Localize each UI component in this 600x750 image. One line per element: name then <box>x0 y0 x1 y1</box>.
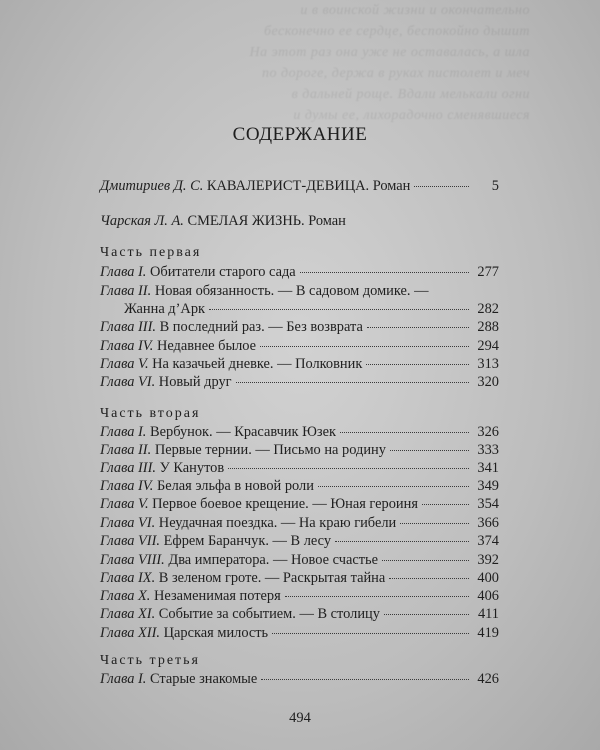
dot-leader <box>340 432 469 433</box>
chapter-title: Недавнее былое <box>156 338 257 354</box>
chapter-entry-continuation[interactable] <box>124 300 499 319</box>
chapter-entry[interactable] <box>100 569 499 588</box>
dot-leader <box>318 486 469 487</box>
dot-leader <box>384 614 469 615</box>
part-heading-3: Часть третья <box>100 653 200 668</box>
chapter-entry[interactable] <box>100 337 499 356</box>
dot-leader <box>400 523 469 524</box>
chapter-entry[interactable] <box>100 477 499 496</box>
chapter-entry[interactable] <box>100 670 499 689</box>
chapter-label: Глава VI. <box>100 515 156 531</box>
chapter-label: Глава V. <box>100 496 149 512</box>
dot-leader <box>414 186 469 187</box>
toc-title: СОДЕРЖАНИЕ <box>232 124 368 145</box>
chapter-label: Глава IV. <box>100 338 154 354</box>
chapter-label: Глава VIII. <box>100 552 165 568</box>
dot-leader <box>389 578 469 579</box>
chapter-title: В зеленом гроте. — Раскрытая тайна <box>158 570 386 586</box>
dot-leader <box>390 450 469 451</box>
page-ref: 288 <box>477 319 499 335</box>
chapter-entry[interactable] <box>100 551 499 570</box>
chapter-title: Неудачная поездка. — На краю гибели <box>158 515 397 531</box>
chapter-title: Первые тернии. — Письмо на родину <box>154 442 386 458</box>
page-ref: 326 <box>477 424 499 440</box>
chapter-label: Глава V. <box>100 356 149 372</box>
page-ref: 313 <box>477 356 499 372</box>
page-ref: 411 <box>477 606 499 622</box>
chapter-label: Глава I. <box>100 264 147 280</box>
page-ref: 366 <box>477 515 499 531</box>
dot-leader <box>422 504 469 505</box>
chapter-entry[interactable] <box>100 459 499 478</box>
work-title: КАВАЛЕРИСТ-ДЕВИЦА <box>206 178 366 194</box>
page-ref: 354 <box>477 496 499 512</box>
chapter-title: Вербунок. — Красавчик Юзек <box>150 424 336 440</box>
work-genre: Роман <box>308 213 346 229</box>
chapter-title: Событие за событием. — В столицу <box>158 606 380 622</box>
page-number: 494 <box>289 710 311 726</box>
page-ref: 406 <box>477 588 499 604</box>
dot-leader <box>261 679 469 680</box>
toc-entry-work-1[interactable]: Дмитириев Д. С. КАВАЛЕРИСТ-ДЕВИЦА . Роман 5 <box>100 178 499 194</box>
dot-leader <box>236 382 469 383</box>
show-through-text: и в воинской жизни и окончательно бесконечно ее сердце, беспокойно дышит На этот раз она уже не оставалась, а шла по дороге, держа в руках пистолет и меч в дальней роще. Вдали мелькали огни и думы ее, лихорадочно сменявшиеся <box>249 3 530 123</box>
dot-leader <box>272 633 469 634</box>
toc-entry-work-2[interactable]: Чарская Л. А. СМЕЛАЯ ЖИЗНЬ . Роман <box>100 213 346 229</box>
author-name: Чарская Л. А. <box>100 213 184 229</box>
chapter-title: Новый друг <box>158 374 232 390</box>
chapter-label: Глава IX. <box>100 570 156 586</box>
chapter-label: Глава I. <box>100 424 147 440</box>
chapter-title: Царская милость <box>163 625 269 641</box>
chapter-entry[interactable] <box>100 355 499 374</box>
dot-leader <box>300 272 469 273</box>
chapter-title: Старые знакомые <box>150 671 258 687</box>
dot-leader <box>367 327 469 328</box>
work-genre: Роман <box>372 178 411 194</box>
chapter-entry[interactable] <box>100 514 499 533</box>
chapter-entry[interactable] <box>100 263 499 282</box>
page-ref: 282 <box>477 301 499 317</box>
chapter-title: Первое боевое крещение. — Юная героиня <box>152 496 418 512</box>
chapter-title: Ефрем Баранчук. — В лесу <box>163 533 332 549</box>
chapter-label: Глава IV. <box>100 478 154 494</box>
dot-leader <box>366 364 469 365</box>
chapter-label: Глава III. <box>100 319 156 335</box>
dot-leader <box>209 309 469 310</box>
work-title: СМЕЛАЯ ЖИЗНЬ <box>187 213 301 229</box>
chapter-title: На казачьей дневке. — Полковник <box>152 356 363 372</box>
chapter-title: Белая эльфа в новой роли <box>156 478 314 494</box>
chapter-label: Глава XI. <box>100 606 156 622</box>
chapter-entry[interactable] <box>100 532 499 551</box>
chapter-entry[interactable] <box>100 441 499 460</box>
part-heading-2: Часть вторая <box>100 406 201 421</box>
chapter-entry[interactable] <box>100 318 499 337</box>
page-ref: 374 <box>477 533 499 549</box>
chapter-label: Глава II. <box>100 442 152 458</box>
page-ref: 333 <box>477 442 499 458</box>
chapter-entry[interactable] <box>100 587 499 606</box>
chapter-title: Два императора. — Новое счастье <box>168 552 378 568</box>
chapter-entry[interactable] <box>100 624 499 643</box>
chapter-title: Незаменимая потеря <box>154 588 281 604</box>
page-ref: 392 <box>477 552 499 568</box>
chapter-entry[interactable] <box>100 282 428 301</box>
dot-leader <box>260 346 469 347</box>
chapter-label: Глава II. <box>100 283 152 299</box>
page-ref: 419 <box>477 625 499 641</box>
chapter-label: Глава III. <box>100 460 156 476</box>
page-ref: 426 <box>477 671 499 687</box>
dot-leader <box>335 541 469 542</box>
chapter-label: Глава VII. <box>100 533 160 549</box>
chapter-label: Глава VI. <box>100 374 156 390</box>
chapter-label: Глава I. <box>100 671 147 687</box>
page-ref: 5 <box>491 178 499 194</box>
chapter-title: Новая обязанность. — В садовом домике. — <box>154 283 429 299</box>
chapter-label: Глава X. <box>100 588 151 604</box>
page-ref: 277 <box>477 264 499 280</box>
dot-leader <box>285 596 469 597</box>
chapter-title-continued: Жанна д’Арк <box>124 301 206 317</box>
part-heading-1: Часть первая <box>100 245 202 260</box>
page-ref: 294 <box>477 338 499 354</box>
page-ref: 349 <box>477 478 499 494</box>
chapter-title: В последний раз. — Без возврата <box>159 319 363 335</box>
page-ref: 320 <box>477 374 499 390</box>
dot-leader <box>228 468 469 469</box>
page-ref: 341 <box>477 460 499 476</box>
chapter-entry[interactable] <box>100 495 499 514</box>
chapter-entry[interactable] <box>100 423 499 442</box>
chapter-entry[interactable] <box>100 605 499 624</box>
dot-leader <box>382 560 469 561</box>
chapter-title: Обитатели старого сада <box>150 264 296 280</box>
chapter-title: У Канутов <box>159 460 225 476</box>
author-name: Дмитириев Д. С. <box>100 178 204 194</box>
page-ref: 400 <box>477 570 499 586</box>
chapter-entry[interactable] <box>100 373 499 392</box>
chapter-label: Глава XII. <box>100 625 160 641</box>
